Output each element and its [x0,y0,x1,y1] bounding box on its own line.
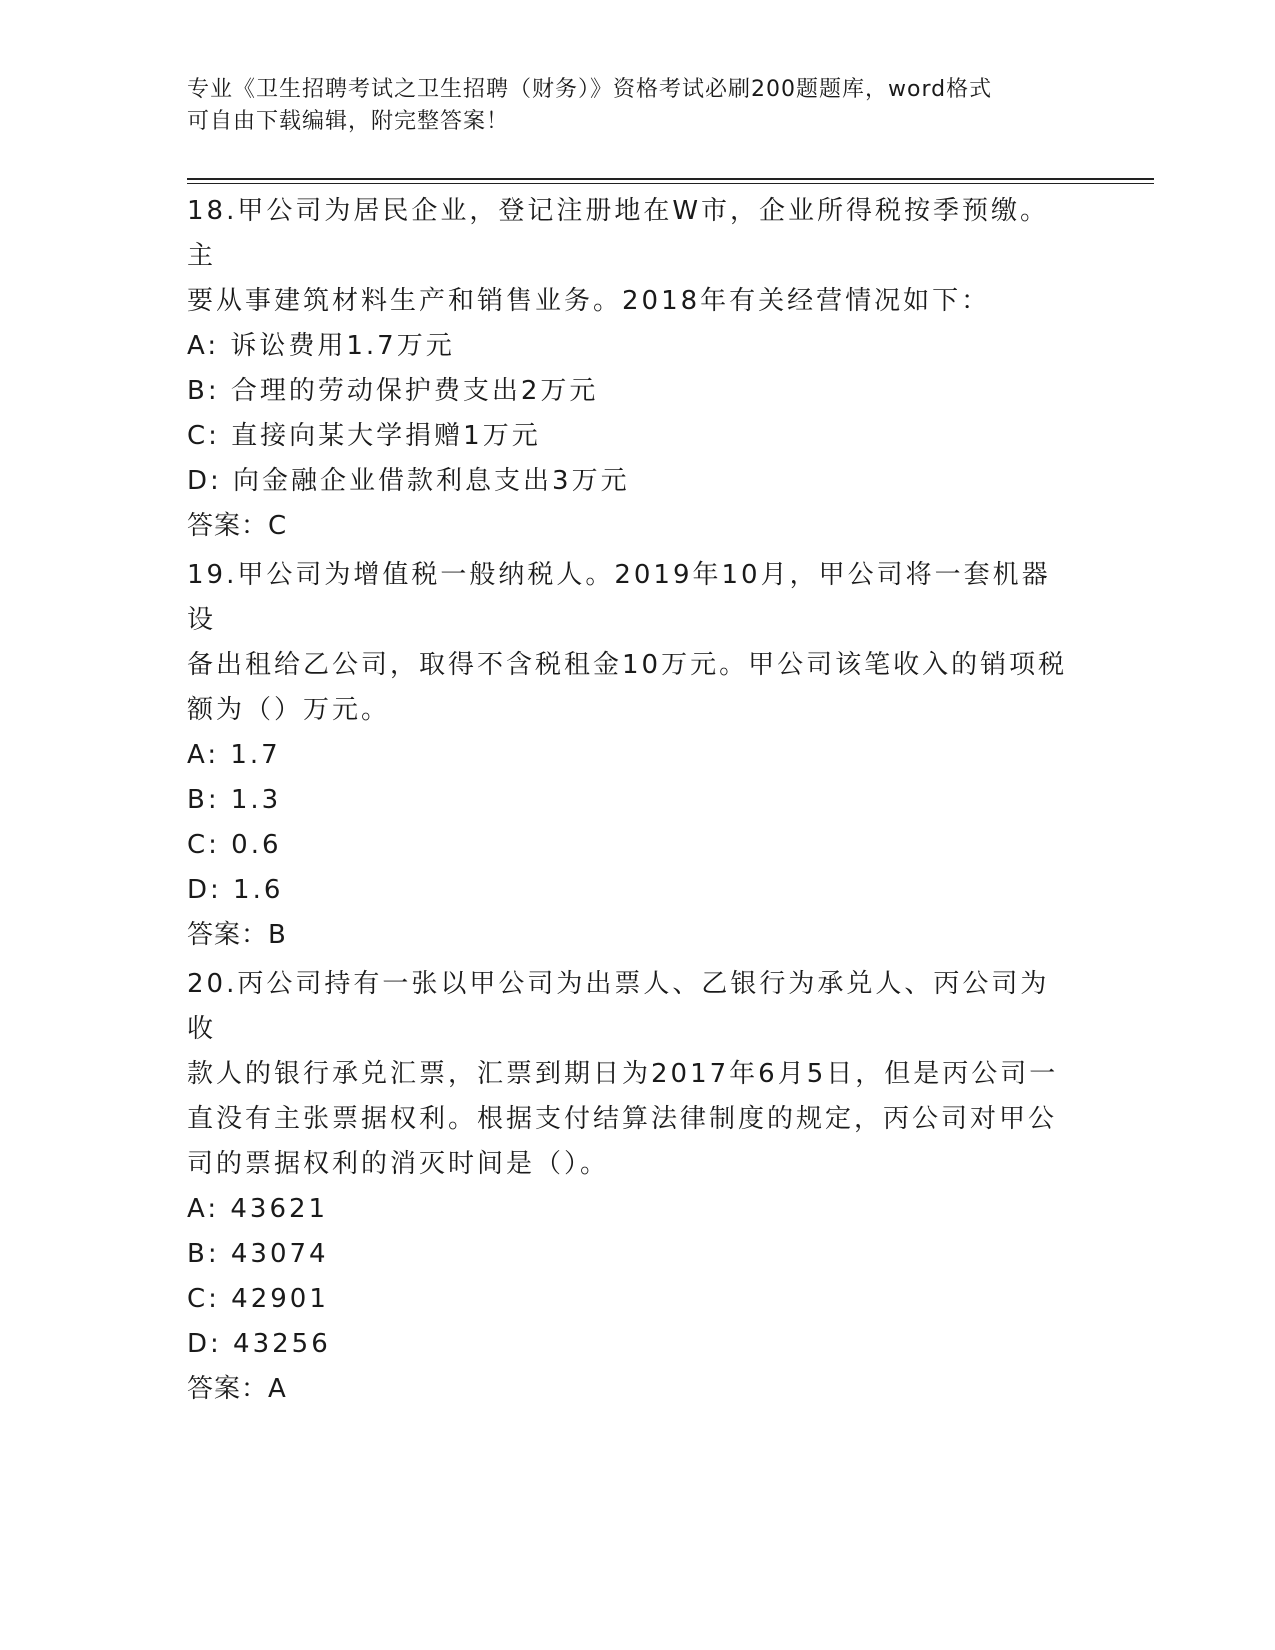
option-d: D: 1.6 [187,875,284,905]
question-stem-line: 直没有主张票据权利。根据支付结算法律制度的规定，丙公司对甲公 [187,1104,1058,1134]
question-stem-line: 款人的银行承兑汇票，汇票到期日为2017年6月5日，但是丙公司一 [187,1059,1059,1089]
question-stem-line: 司的票据权利的消灭时间是（）。 [187,1149,610,1179]
header-line-2: 可自由下载编辑，附完整答案！ [187,109,510,134]
answer-line: 答案：B [187,920,287,950]
header-divider-thin [187,183,1154,184]
option-c: C: 0.6 [187,830,282,860]
page-header [187,74,1077,138]
option-c: C: 直接向某大学捐赠1万元 [187,421,541,451]
question-stem-line: 20.丙公司持有一张以甲公司为出票人、乙银行为承兑人、丙公司为收 [187,969,1050,1044]
option-a: A: 43621 [187,1194,329,1224]
question-stem-line: 额为（）万元。 [187,695,391,725]
question-18 [187,189,1077,549]
header-line-1: 专业《卫生招聘考试之卫生招聘（财务）》资格考试必刷200题题库，word格式 [187,77,993,102]
question-19 [187,553,1077,958]
option-a: A: 1.7 [187,740,281,770]
option-b: B: 43074 [187,1239,329,1269]
question-stem-line: 18.甲公司为居民企业，登记注册地在W市，企业所得税按季预缴。主 [187,196,1050,271]
question-stem-line: 要从事建筑材料生产和销售业务。2018年有关经营情况如下： [187,286,991,316]
option-c: C: 42901 [187,1284,329,1314]
question-stem-line: 备出租给乙公司，取得不含税租金10万元。甲公司该笔收入的销项税 [187,650,1068,680]
option-a: A: 诉讼费用1.7万元 [187,331,455,361]
header-divider-thick [187,178,1154,180]
question-20 [187,962,1077,1412]
answer-line: 答案：A [187,1374,287,1404]
option-d: D: 43256 [187,1329,331,1359]
option-d: D: 向金融企业借款利息支出3万元 [187,466,630,496]
answer-line: 答案：C [187,511,288,541]
question-stem-line: 19.甲公司为增值税一般纳税人。2019年10月，甲公司将一套机器设 [187,560,1051,635]
option-b: B: 1.3 [187,785,282,815]
option-b: B: 合理的劳动保护费支出2万元 [187,376,599,406]
